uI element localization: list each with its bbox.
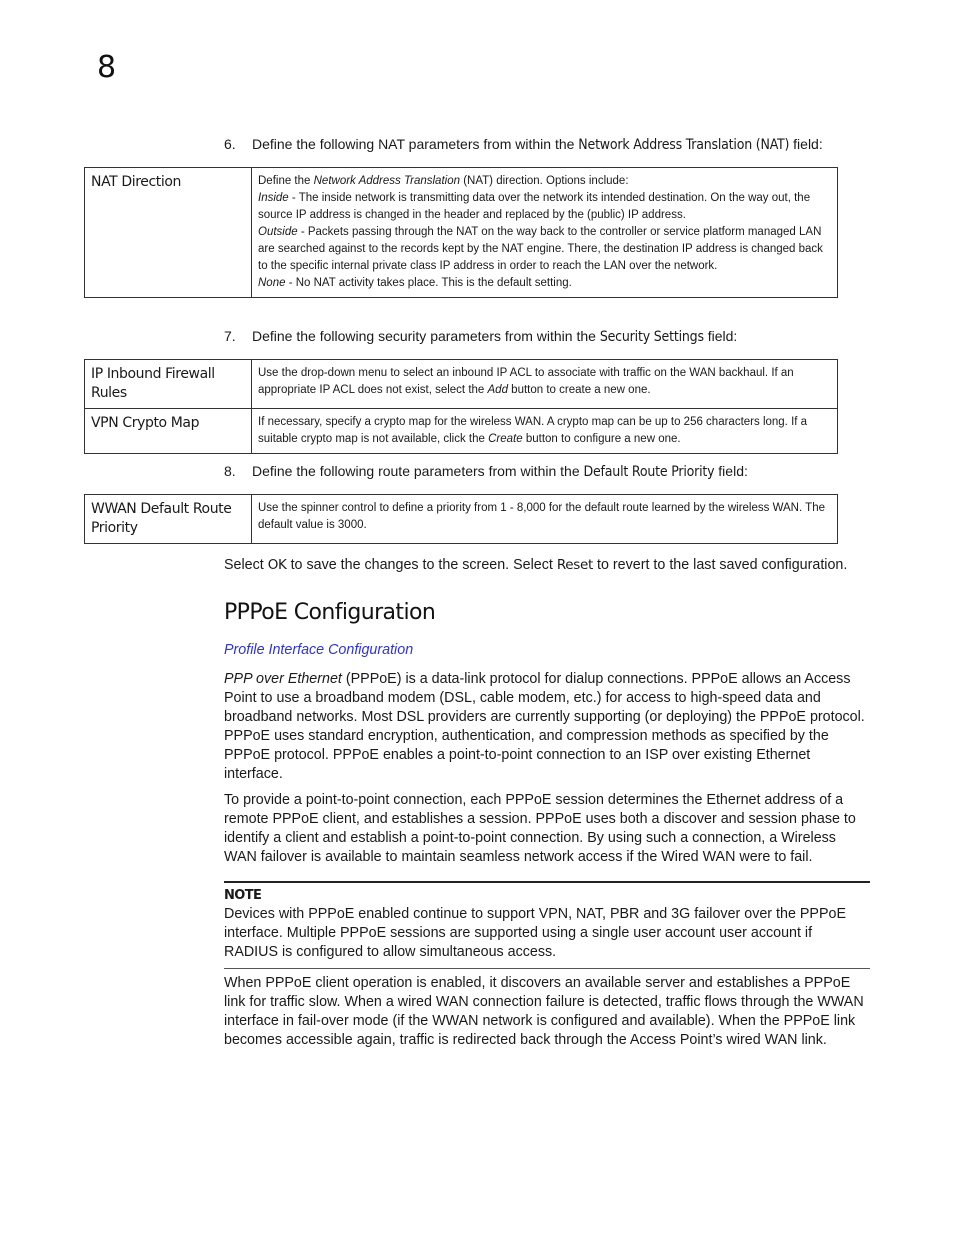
route-table (84, 494, 838, 544)
step-keyword: Network Address Translation (NAT) (578, 137, 790, 153)
security-table (84, 359, 838, 454)
nat-table (84, 167, 838, 298)
step-security (224, 328, 737, 345)
chapter-number: 8 (97, 50, 117, 85)
desc-text: - Packets passing through the NAT on the way back to the controller or service platform managed LAN are searched against to the records kept by the NAT engine. There, the destination IP address is changed back to the specific internal private class IP address in order to reach the LAN over the network. (258, 226, 823, 272)
table-row (85, 495, 838, 544)
paragraph-text: To provide a point-to-point connection, each PPPoE session determines the Ethernet address of a remote PPPoE client, and establishes a session. PPPoE uses both a discover and session phase to identify a client and establish a point-to-point connection. By using such a connection, a Wireless WAN failover is available to maintain seamless network access if the Wired WAN were to fail. (224, 792, 856, 865)
text: to revert to the last saved configuration. (593, 557, 848, 573)
option-none: None (258, 277, 286, 289)
desc-text: Define the (258, 175, 314, 187)
description-cell (252, 360, 838, 409)
desc-text: - The inside network is transmitting data over the network its intended destination. On the way out, the source IP address is changed in the header and replaced by the (public) IP address. (258, 192, 811, 221)
paragraph-client-operation (224, 974, 870, 1050)
step-text-end: field: (714, 463, 748, 479)
step-nat (224, 136, 823, 153)
description-cell: Use the spinner control to define a priority from 1 - 8,000 for the default route learned by the wireless WAN. The default value is 3000. (252, 495, 838, 544)
paragraph-session (224, 791, 870, 867)
term-cell: IP Inbound Firewall Rules (85, 360, 252, 409)
desc-emphasis: Create (488, 433, 523, 445)
table-row (85, 168, 838, 298)
ok-keyword: OK (267, 557, 287, 573)
table-row (85, 360, 838, 409)
step-text-end: field: (789, 136, 823, 152)
desc-text: button to create a new one. (507, 384, 651, 396)
step-route (224, 463, 748, 480)
step-keyword: Default Route Priority (583, 464, 715, 480)
step-number: 7. (224, 328, 236, 344)
step-text: Define the following security parameters from within the (252, 328, 600, 344)
description-cell (252, 168, 838, 298)
save-instruction (224, 556, 870, 575)
step-text-end: field: (703, 328, 738, 344)
table-row (85, 409, 838, 454)
step-text: Define the following route parameters from within the (252, 463, 584, 479)
section-title: PPPoE Configuration (224, 600, 436, 625)
step-keyword: Security Settings (599, 329, 704, 345)
desc-text: - No NAT activity takes place. This is the default setting. (285, 277, 572, 289)
paragraph-text: (PPPoE) is a data-link protocol for dialup connections. PPPoE allows an Access Point to use a broadband modem (DSL, cable modem, etc.) for access to high-speed data and broadband networks. Most DSL providers are currently supporting (or deploying) the PPPoE protocol. PPPoE uses standard encryption, authentication, and compression methods as specified by the PPPoE protocol. PPPoE enables a point-to-point connection to an ISP over existing Ethernet interface. (224, 671, 865, 782)
step-text: Define the following NAT parameters from within the (252, 136, 579, 152)
text: Select (224, 557, 268, 573)
term-cell: WWAN Default Route Priority (85, 495, 252, 544)
paragraph-text: When PPPoE client operation is enabled, it discovers an available server and establishes a PPPoE link for traffic slow. When a wired WAN connection failure is detected, traffic flows through the WWAN interface in fail-over mode (if the WWAN network is configured and available). When the PPPoE link becomes accessible again, traffic is redirected back through the Access Point’s wired WAN link. (224, 975, 864, 1048)
profile-interface-link[interactable]: Profile Interface Configuration (224, 642, 414, 658)
term-emphasis: PPP over Ethernet (224, 671, 342, 687)
term-cell: VPN Crypto Map (85, 409, 252, 454)
desc-emphasis: Network Address Translation (313, 175, 460, 187)
term-cell: NAT Direction (85, 168, 252, 298)
reset-keyword: Reset (556, 557, 594, 573)
option-inside: Inside (258, 192, 289, 204)
desc-text: button to configure a new one. (522, 433, 681, 445)
step-number: 8. (224, 463, 236, 479)
text: to save the changes to the screen. Select (286, 557, 557, 573)
desc-text: (NAT) direction. Options include: (460, 175, 629, 187)
note-box (224, 881, 870, 969)
step-number: 6. (224, 136, 236, 152)
desc-emphasis: Add (487, 384, 508, 396)
note-label: NOTE (224, 888, 262, 903)
paragraph-pppoe-intro (224, 670, 870, 784)
description-cell (252, 409, 838, 454)
option-outside: Outside (258, 226, 298, 238)
note-text: Devices with PPPoE enabled continue to support VPN, NAT, PBR and 3G failover over the PPPoE interface. Multiple PPPoE sessions are supported using a single user account user account if RADIUS is configured to allow simultaneous access. (224, 906, 846, 960)
desc-text: If necessary, specify a crypto map for the wireless WAN. A crypto map can be up to 256 characters long. If a suitable crypto map is not available, click the (258, 416, 808, 445)
desc-text: Use the drop-down menu to select an inbound IP ACL to associate with traffic on the WAN backhaul. If an appropriate IP ACL does not exist, select the (258, 367, 794, 396)
